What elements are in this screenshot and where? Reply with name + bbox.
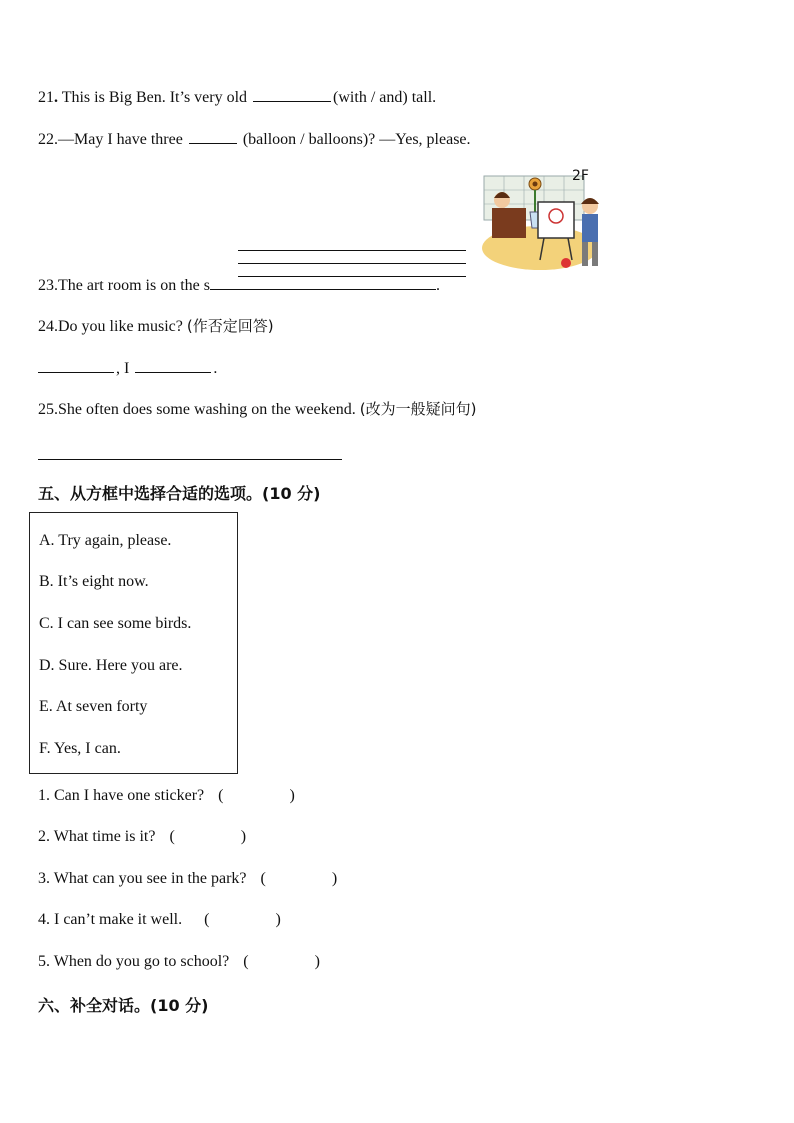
s5-question-2 <box>38 827 246 847</box>
s5-question-1 <box>38 786 295 806</box>
q21-text-a: This is Big Ben. It’s very old <box>58 89 252 106</box>
q23-text-a: The art room is on the s <box>58 277 210 294</box>
q21-blank[interactable] <box>253 87 331 102</box>
section-5-title: 五、从方框中选择合适的选项。(10 分) <box>38 484 321 503</box>
s5-q1-paren-close: ) <box>289 787 295 804</box>
option-b: B. It’s eight now. <box>39 573 149 590</box>
q25-answer-line[interactable] <box>38 459 342 460</box>
q24-answer-end: . <box>213 360 218 377</box>
q22-text-b: (balloon / balloons)? —Yes, please. <box>238 131 471 148</box>
q22-number: 22. <box>38 131 58 148</box>
floor-label: 2F <box>572 168 589 184</box>
q24-answer-mid: , I <box>116 360 134 377</box>
option-e: E. At seven forty <box>39 698 148 715</box>
s5-question-4 <box>38 910 281 930</box>
q23-text-b: . <box>435 277 440 294</box>
q25-number: 25. <box>38 401 58 418</box>
q21-number: 21 <box>38 89 54 106</box>
s5-q3-paren-open: ( <box>260 870 266 887</box>
option-f: F. Yes, I can. <box>39 740 121 757</box>
q21-dot: . <box>54 89 58 106</box>
q24-hint: (作否定回答) <box>186 317 274 335</box>
q24-answer <box>38 358 217 379</box>
s5-q2-paren-close: ) <box>240 828 247 845</box>
q22-blank[interactable] <box>189 129 237 144</box>
q24-blank-1[interactable] <box>38 358 114 373</box>
q21-text-b: (with / and) tall. <box>333 89 437 106</box>
q25-text: She often does some washing on the weekend. <box>58 401 360 418</box>
s5-q5-text: 5. When do you go to school? <box>38 953 230 970</box>
q24-number: 24. <box>38 318 58 335</box>
section-6-title: 六、补全对话。(10 分) <box>38 996 209 1015</box>
q24-blank-2[interactable] <box>135 358 211 373</box>
q25-hint: (改为一般疑问句) <box>359 400 477 418</box>
q22-text-a: —May I have three <box>58 131 187 148</box>
option-d: D. Sure. Here you are. <box>39 657 183 674</box>
question-25 <box>38 399 476 420</box>
question-23 <box>38 275 440 296</box>
art-room-illustration <box>478 168 612 288</box>
q23-number: 23. <box>38 277 58 294</box>
s5-q1-text: 1. Can I have one sticker? <box>38 787 205 804</box>
s5-q1-paren-open: ( <box>218 787 224 804</box>
s5-q4-paren-open: ( <box>204 911 210 928</box>
question-22 <box>38 129 471 150</box>
q24-text: Do you like music? <box>58 318 187 335</box>
s5-q2-text: 2. What time is it? <box>38 828 156 845</box>
s5-q4-text: 4. I can’t make it well. <box>38 911 183 928</box>
options-box <box>29 512 238 774</box>
option-c: C. I can see some birds. <box>39 615 192 632</box>
option-a: A. Try again, please. <box>39 532 172 549</box>
s5-question-5 <box>38 952 320 972</box>
question-21 <box>38 87 436 108</box>
question-24 <box>38 316 274 337</box>
s5-q2-paren-open: ( <box>169 828 175 845</box>
s5-q3-text: 3. What can you see in the park? <box>38 870 247 887</box>
s5-q5-paren-open: ( <box>243 953 249 970</box>
q23-blank[interactable] <box>210 275 436 290</box>
s5-q5-paren-close: ) <box>314 953 320 970</box>
s5-q3-paren-close: ) <box>331 870 338 887</box>
q23-line-1 <box>238 250 466 263</box>
s5-q4-paren-close: ) <box>275 911 281 928</box>
art-room-picture <box>478 168 612 288</box>
s5-question-3 <box>38 869 337 889</box>
